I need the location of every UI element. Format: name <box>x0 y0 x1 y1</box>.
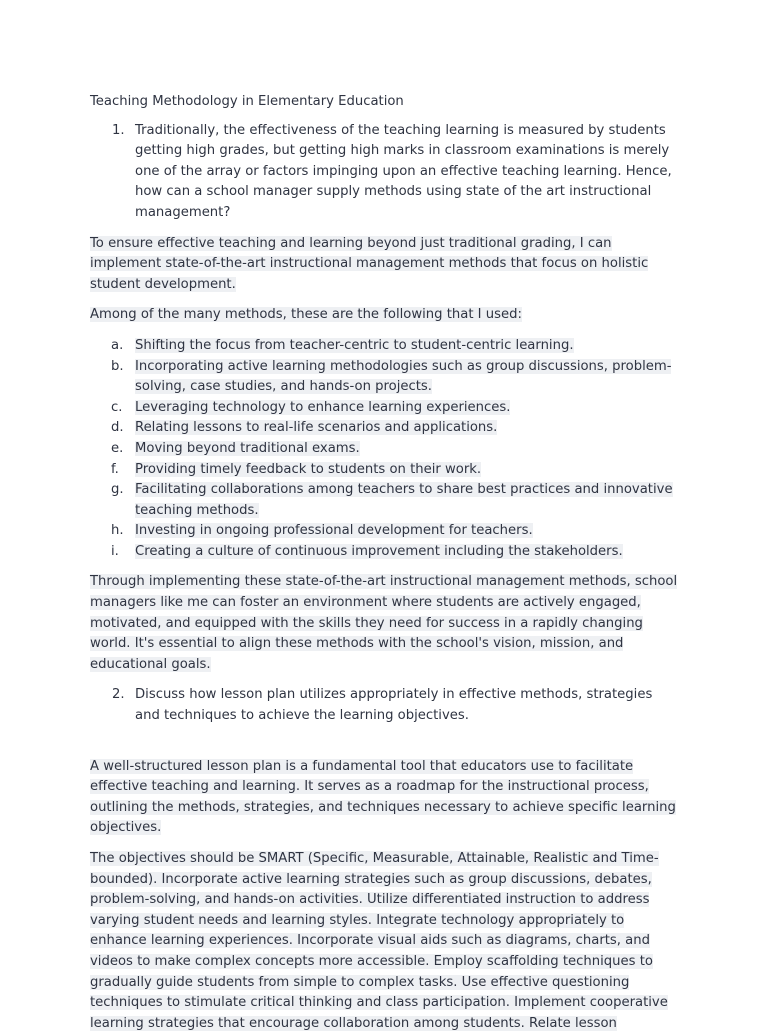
list-item <box>90 336 680 357</box>
document-title-text: Teaching Methodology in Elementary Education <box>90 94 404 109</box>
list-item <box>90 460 680 481</box>
list-item-marker: b. <box>111 358 124 374</box>
list-item-text: Creating a culture of continuous improvement including the stakeholders. <box>135 543 623 559</box>
blank-line <box>90 737 680 757</box>
list-item <box>90 357 680 398</box>
answer-1-conclusion-text: Through implementing these state-of-the-art instructional management methods, school managers like me can foster an environment where students are actively engaged, motivated, and equipped with the skills they need for success in a rapidly changing world. It's essential to align these methods with the school's vision, mission, and educational goals. <box>90 574 678 672</box>
methods-intro <box>90 305 680 326</box>
answer-1-intro-text: To ensure effective teaching and learning beyond just traditional grading, I can implement state-of-the-art instructional management methods that focus on holistic student development. <box>90 235 649 292</box>
list-item <box>90 480 680 521</box>
list-item-marker: h. <box>111 523 124 539</box>
list-item <box>90 418 680 439</box>
list-item-text: Investing in ongoing professional development for teachers. <box>135 523 533 539</box>
question-1 <box>90 121 680 224</box>
list-item-text: Providing timely feedback to students on their work. <box>135 461 482 477</box>
list-item-marker: i. <box>111 543 119 559</box>
answer-2-body <box>90 849 680 1034</box>
question-2-item <box>90 685 680 726</box>
list-item <box>90 542 680 563</box>
answer-2-intro <box>90 757 680 839</box>
answer-2-intro-text: A well-structured lesson plan is a fundamental tool that educators use to facilitate effective teaching and learning. It serves as a roadmap for the instructional process, outlining the methods, strategies, and techniques necessary to achieve specific learning objectives. <box>90 758 676 836</box>
list-item-marker: a. <box>111 337 124 353</box>
list-item-text: Leveraging technology to enhance learning experiences. <box>135 399 511 415</box>
list-item-marker: c. <box>111 399 123 415</box>
question-2 <box>90 685 680 726</box>
list-item-text: Shifting the focus from teacher-centric to student-centric learning. <box>135 337 574 353</box>
list-item-text: Facilitating collaborations among teachers to share best practices and innovative teaching methods. <box>135 482 673 518</box>
methods-list <box>90 336 680 563</box>
question-1-text: Traditionally, the effectiveness of the teaching learning is measured by students getting high grades, but getting high marks in classroom examinations is merely one of the array or factors impinging upon an effective teaching learning. Hence, how can a school manager supply methods using state of the art instructional management? <box>135 122 672 220</box>
list-item-marker: g. <box>111 482 124 498</box>
list-item-text: Moving beyond traditional exams. <box>135 440 360 456</box>
list-item-marker: d. <box>111 420 124 436</box>
list-item <box>90 439 680 460</box>
question-2-marker: 2. <box>112 687 125 703</box>
question-2-text: Discuss how lesson plan utilizes appropriately in effective methods, strategies and techniques to achieve the learning objectives. <box>135 687 653 724</box>
list-item-text: Incorporating active learning methodologies such as group discussions, problem-solving, case studies, and hands-on projects. <box>135 358 672 395</box>
document-title <box>90 92 680 113</box>
question-1-marker: 1. <box>112 122 125 138</box>
answer-1-intro <box>90 234 680 296</box>
answer-2-body-text: The objectives should be SMART (Specific, Measurable, Attainable, Realistic and Time-bounded). Incorporate active learning strategies such as group discussions, debates, problem-solving, and hands-on activities. Utilize differentiated instruction to address varying student needs and learning styles. Integrate technology appropriately to enhance learning experiences. Incorporate visual aids such as diagrams, charts, and videos to make complex concepts more accessible. Employ scaffolding techniques to gradually guide students from simple to complex tasks. Use effective questioning techniques to stimulate critical thinking and class participation. Implement cooperative learning strategies that encourage collaboration among students. Relate lesson <box>90 851 668 1031</box>
list-item <box>90 398 680 419</box>
methods-intro-text: Among of the many methods, these are the following that I used: <box>90 307 522 323</box>
list-item-marker: f. <box>111 461 119 477</box>
list-item-text: Relating lessons to real-life scenarios and applications. <box>135 420 498 436</box>
list-item-marker: e. <box>111 440 124 456</box>
question-1-item <box>90 121 680 224</box>
answer-1-conclusion <box>90 572 680 675</box>
list-item <box>90 521 680 542</box>
